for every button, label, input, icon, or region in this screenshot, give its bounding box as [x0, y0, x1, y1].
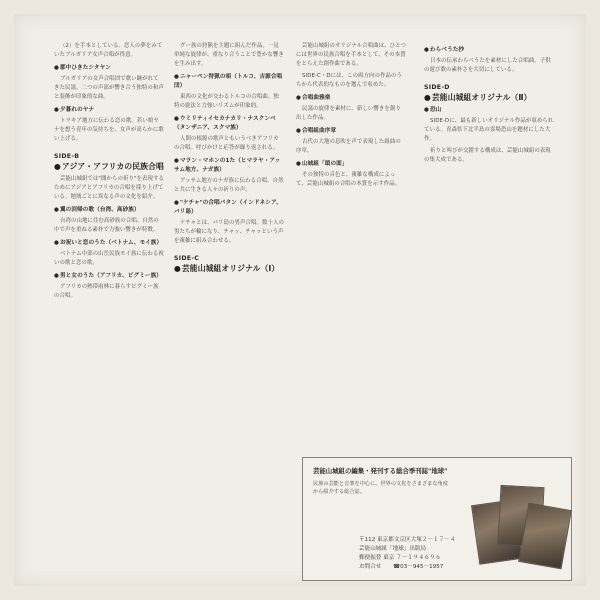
column-1	[54, 42, 164, 304]
column-4	[424, 42, 554, 442]
section-title: ● お祝いと恋のうた（ベトナム、モイ族）	[54, 239, 164, 248]
magazine-covers	[471, 480, 567, 576]
section-title: ● "ケチャ"の合唱パタン（インドネシア、バリ島）	[174, 199, 284, 217]
intro-text: 芸能山城組のオリジナル合唱曲は、ひとつには世界の民族合唱を手本として、その本質をとらえた創作曲である。	[296, 43, 406, 67]
magazine-description: 民族の芸能と音楽を中心に、世界の文化をさまざまな角度から紹介する総合誌。	[313, 481, 448, 496]
section-text: その独特の音色と、複雑な構成によって、芸能山城組の合唱の本質を示す作品。	[296, 172, 401, 187]
postal-account: 郵便振替 東京 ７－１９４６９６	[359, 555, 441, 561]
column-2	[174, 42, 284, 572]
section-title: ● マラン・マホンの1た（ヒマラヤ・アッサム地方、ナガ族）	[174, 157, 284, 175]
section-text: 古代の大地の息吹を声で表現した組曲の序章。	[296, 139, 401, 154]
intro-text: グー族の狩猟を主題に組んだ作品。一見単純な旋律が、重なり合うことで豊かな響きを生み出す。	[174, 43, 284, 67]
section-title: ● 男と女のうた（アフリカ、ピグミー族）	[54, 272, 164, 281]
section-text: SIDE-Dに、最も新しいオリジナル作品が収められている。青森県下北半島の霊場恐山を題材にした大作。	[424, 118, 554, 142]
section-title: ● 合唱曲雅楽	[296, 94, 406, 103]
section-text: 東西の文化が交わるトルコの合唱曲。独特の旋法と力強いリズムが印象的。	[174, 94, 279, 109]
section-text: トラキア地方に伝わる恋の歌。若い娘ヤナを想う青年の気持ちを、女声が高らかに歌い上げる。	[54, 118, 164, 142]
phone-number: ☎03－945－1957	[393, 564, 444, 570]
body-text: SIDE-C・Dには、この両方向の作品のうちから代表的なものを選んで収めた。	[296, 73, 402, 88]
section-title: ● 翼の回帰の歌（台湾、高砂族）	[54, 206, 164, 215]
liner-notes-sheet	[14, 14, 586, 586]
side-c-heading: ● 芸能山城組オリジナル（Ⅰ）	[174, 264, 284, 273]
section-text: 日本の伝承わらべうたを素材にした合唱曲。子供の遊び歌の素朴さを大切にしている。	[424, 58, 551, 73]
intro-text: （2）を手本としている。恋人の夢をみていたブルガリア女声合唱が得意。	[54, 43, 163, 58]
section-title: ● わらべうた抄	[424, 46, 554, 55]
publisher-name: 芸能山城組「地球」出版局	[359, 546, 427, 552]
section-title: ● 夕暮れのヤナ	[54, 106, 164, 115]
side-d-heading: ● 芸能山城組オリジナル（Ⅱ）	[424, 93, 554, 102]
section-text: アフリカの熱帯雨林に暮らすピグミー族の合唱。	[54, 284, 159, 299]
section-title: ● 恐山	[424, 106, 554, 115]
side-b-heading: ● アジア・アフリカの民族合唱	[54, 162, 164, 171]
side-d-label: SIDE-D	[424, 84, 450, 91]
section-text: ブルガリアの女声合唱団で歌い継がれてきた民謡。二つの声部が響き合う独特の和声と装飾が印象的な曲。	[54, 76, 164, 100]
section-title: ● 合唱組曲序章	[296, 127, 406, 136]
side-c-label: SIDE-C	[174, 255, 200, 262]
section-text: 民謡の旋律を素材に、新しい響きを創り出した作品。	[296, 106, 401, 121]
section-title: ● 郡中ひきたシタヤン	[54, 64, 164, 73]
section-title: ● ニャーペン狩猟の唄（トルコ、吉源合唱団）	[174, 73, 284, 91]
side-b-label: SIDE-B	[54, 153, 80, 160]
magazine-cover-image	[518, 503, 572, 570]
body-text: 祈りと叫びが交錯する構成は、芸能山城組の表現の集大成である。	[424, 148, 551, 163]
contact-label: お問合せ	[359, 564, 382, 570]
section-text: ベトナム中部の山岳民族モイ族に伝わる祝いの歌と恋の歌。	[54, 251, 164, 266]
section-text: 芸能山城組では"闇からの祈り"を表現するためにアジアとアフリカの合唱を採り上げている。地域ごとに異なる声の文化を紹介。	[54, 176, 164, 200]
column-3	[296, 42, 406, 442]
section-text: ケチャとは、バリ島の男声合唱。数十人の男たちが輪になり、チャッ、チャッという声を複雑に組み合わせる。	[174, 220, 284, 244]
magazine-title: 芸能山城組の編集・発刊する総合季刊誌"地球"	[313, 467, 448, 475]
section-text: 人間の根源の歌声ともいうべきアフリカの合唱。呼びかけと応答が繰り返される。	[174, 136, 279, 151]
section-title: ● ウミリティイセカナカリ・ナスクンベ（タンザニア、スクマ族）	[174, 115, 284, 133]
postal-address: 〒112 東京都文京区大塚２－１７－４	[359, 537, 456, 543]
magazine-info-box	[302, 457, 572, 581]
section-text: アッサム地方のナガ族に伝わる合唱。自然と共に生きる人々の祈りの声。	[174, 178, 284, 193]
section-title: ● 山城組「頌の面」	[296, 160, 406, 169]
section-text: 台湾の山地に住む高砂族の合唱。自然の中で声を重ねる素朴で力強い響きが特徴。	[54, 218, 159, 233]
